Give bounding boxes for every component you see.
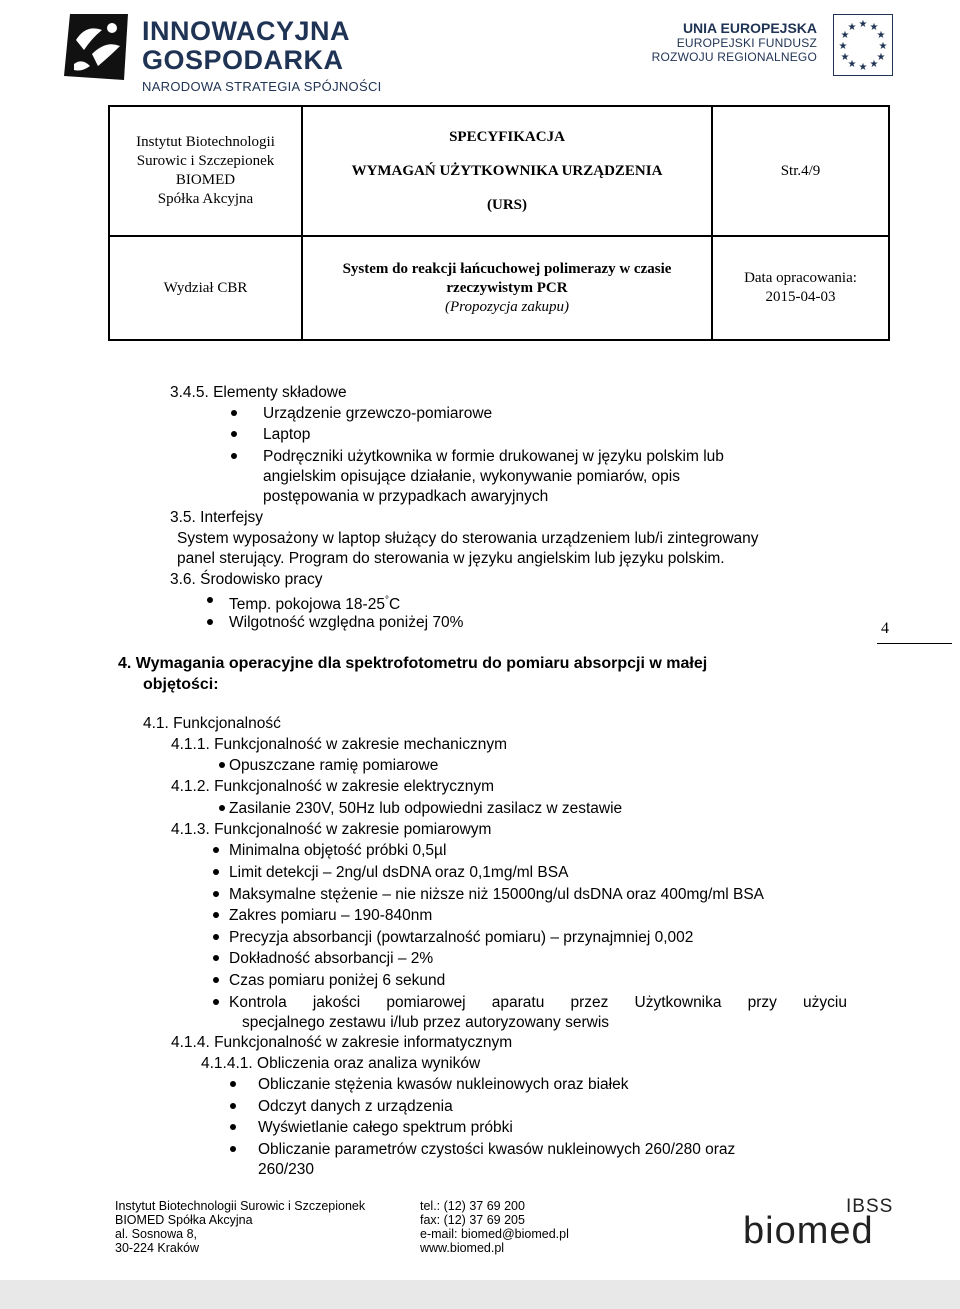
page-number-divider xyxy=(877,643,952,644)
word: Kontrola xyxy=(229,994,287,1011)
temp-text: Temp. pokojowa 18-25 xyxy=(229,596,385,614)
section-3-6-heading: 3.6. Środowisko pracy xyxy=(170,571,323,588)
header-date xyxy=(712,236,889,340)
svg-text:★: ★ xyxy=(847,59,857,70)
list-item: Podręczniki użytkownika w formie drukowanej w języku polskim lub xyxy=(263,448,724,465)
svg-text:★: ★ xyxy=(858,19,868,30)
paragraph-line: System wyposażony w laptop służący do sterowania urządzeniem lub/i zintegrowany xyxy=(177,530,759,547)
logo-right-line3: ROZWOJU REGIONALNEGO xyxy=(651,50,817,64)
list-item xyxy=(229,591,400,614)
contact-phone: tel.: (12) 37 69 200 xyxy=(420,1199,525,1213)
bullet-icon xyxy=(231,410,237,416)
org-line: Instytut Biotechnologii xyxy=(136,134,275,150)
logo-left-line3: NARODOWA STRATEGIA SPÓJNOŚCI xyxy=(142,79,382,94)
eu-logo-text xyxy=(652,20,817,64)
section-4-heading-cont: objętości: xyxy=(143,676,219,693)
bullet-icon xyxy=(213,869,219,875)
word: pomiarowej xyxy=(386,994,466,1011)
date-value: 2015-04-03 xyxy=(765,289,836,305)
svg-text:★: ★ xyxy=(876,30,886,41)
word: użyciu xyxy=(803,994,847,1011)
footer-contact xyxy=(420,1199,569,1255)
ibss-logo-text: IBSS xyxy=(846,1196,894,1217)
header-department: Wydział CBR xyxy=(109,236,302,340)
address-line: Instytut Biotechnologii Surowic i Szczepionek xyxy=(115,1199,366,1213)
svg-text:★: ★ xyxy=(869,22,879,33)
list-item-continued: specjalnego zestawu i/lub przez autoryzowany serwis xyxy=(242,1014,610,1031)
section-4-1-heading: 4.1. Funkcjonalność xyxy=(143,715,281,732)
list-item: Opuszczane ramię pomiarowe xyxy=(229,757,439,774)
bullet-icon xyxy=(213,977,219,983)
contact-fax: fax: (12) 37 69 205 xyxy=(420,1213,525,1227)
list-item: Obliczanie stężenia kwasów nukleinowych oraz białek xyxy=(258,1076,629,1093)
document-header-table xyxy=(108,105,890,341)
section-3-4-5-heading: 3.4.5. Elementy składowe xyxy=(170,384,347,401)
header-system xyxy=(302,236,712,340)
bullet-icon xyxy=(231,431,237,437)
address-line: 30-224 Kraków xyxy=(115,1241,200,1255)
list-item-continued: 260/230 xyxy=(258,1161,315,1178)
section-4-heading: 4. Wymagania operacyjne dla spektrofotometru do pomiaru absorpcji w małej xyxy=(118,655,708,672)
list-item: Precyzja absorbancji (powtarzalność pomiaru) – przynajmniej 0,002 xyxy=(229,929,694,946)
address-line: al. Sosnowa 8, xyxy=(115,1227,197,1241)
svg-text:★: ★ xyxy=(878,41,888,52)
page-number: 4 xyxy=(881,620,889,637)
temp-unit: C xyxy=(388,596,401,614)
bullet-icon xyxy=(207,597,213,603)
list-item-continued: postępowania w przypadkach awaryjnych xyxy=(263,488,549,505)
header-page: Str.4/9 xyxy=(712,106,889,236)
bullet-icon xyxy=(231,453,237,459)
svg-text:★: ★ xyxy=(858,62,868,73)
innowacyjna-gospodarka-emblem-icon xyxy=(62,10,134,82)
org-line: Spółka Akcyjna xyxy=(157,191,254,207)
contact-website[interactable]: www.biomed.pl xyxy=(420,1241,505,1255)
list-item: Obliczanie parametrów czystości kwasów nukleinowych 260/280 oraz xyxy=(258,1141,736,1158)
word: przez xyxy=(570,994,609,1011)
bullet-icon xyxy=(230,1146,236,1152)
bullet-icon xyxy=(213,891,219,897)
bullet-icon xyxy=(230,1081,236,1087)
list-item: Zakres pomiaru – 190-840nm xyxy=(229,907,433,924)
bullet-icon xyxy=(207,619,213,625)
contact-email[interactable]: e-mail: biomed@biomed.pl xyxy=(420,1227,569,1241)
address-line: BIOMED Spółka Akcyjna xyxy=(115,1213,253,1227)
bullet-icon xyxy=(230,1124,236,1130)
list-item: Maksymalne stężenie – nie niższe niż 15000ng/ul dsDNA oraz 400mg/ml BSA xyxy=(229,886,765,903)
logo-left-line2: GOSPODARKA xyxy=(142,45,344,75)
title-line: (URS) xyxy=(487,197,527,213)
list-item: Limit detekcji – 2ng/ul dsDNA oraz 0,1mg/ml BSA xyxy=(229,864,569,881)
page-bottom-edge xyxy=(0,1280,960,1309)
word: aparatu xyxy=(491,994,545,1011)
svg-text:★: ★ xyxy=(869,59,879,70)
word: jakości xyxy=(312,994,361,1011)
section-4-1-4-heading: 4.1.4. Funkcjonalność w zakresie informatycznym xyxy=(171,1034,513,1051)
date-label: Data opracowania: xyxy=(744,270,857,286)
section-4-1-4-1-heading: 4.1.4.1. Obliczenia oraz analiza wyników xyxy=(201,1055,481,1072)
list-item: Minimalna objętość próbki 0,5µl xyxy=(229,842,447,859)
svg-text:★: ★ xyxy=(840,30,850,41)
bullet-icon xyxy=(213,847,219,853)
section-4-1-2-heading: 4.1.2. Funkcjonalność w zakresie elektrycznym xyxy=(171,778,495,795)
degree-sign: ° xyxy=(384,595,389,606)
logo-right-line2: EUROPEJSKI FUNDUSZ xyxy=(676,36,817,50)
word: Użytkownika xyxy=(634,994,722,1011)
svg-text:★: ★ xyxy=(838,41,848,52)
section-3-5-heading: 3.5. Interfejsy xyxy=(170,509,264,526)
list-item: Zasilanie 230V, 50Hz lub odpowiedni zasilacz w zestawie xyxy=(229,800,623,817)
bullet-icon xyxy=(219,805,225,811)
title-line: WYMAGAŃ UŻYTKOWNIKA URZĄDZENIA xyxy=(351,163,663,179)
word: przy xyxy=(747,994,777,1011)
system-line: rzeczywistym PCR xyxy=(446,279,568,296)
list-item: Laptop xyxy=(263,426,311,443)
bullet-icon xyxy=(213,934,219,940)
section-4-1-1-heading: 4.1.1. Funkcjonalność w zakresie mechanicznym xyxy=(171,736,507,753)
list-item: Czas pomiaru poniżej 6 sekund xyxy=(229,972,446,989)
list-item: Urządzenie grzewczo-pomiarowe xyxy=(263,405,493,422)
org-line: BIOMED xyxy=(175,172,236,188)
eu-flag-icon xyxy=(833,14,893,76)
section-4-1-3-heading: 4.1.3. Funkcjonalność w zakresie pomiarowym xyxy=(171,821,492,838)
footer-address xyxy=(115,1199,365,1255)
bullet-icon xyxy=(213,955,219,961)
bullet-icon xyxy=(219,762,225,768)
system-note: (Propozycja zakupu) xyxy=(445,298,569,315)
header-organization xyxy=(109,106,302,236)
svg-text:★: ★ xyxy=(847,22,857,33)
header-title xyxy=(302,106,712,236)
bullet-icon xyxy=(230,1103,236,1109)
bullet-icon xyxy=(213,999,219,1005)
list-item: Wyświetlanie całego spektrum próbki xyxy=(258,1119,513,1136)
svg-text:★: ★ xyxy=(876,52,886,63)
paragraph-line: panel sterujący. Program do sterowania w języku angielskim lub języku polskim. xyxy=(177,550,725,567)
list-item: Dokładność absorbancji – 2% xyxy=(229,950,434,967)
svg-text:★: ★ xyxy=(840,52,850,63)
org-line: Surowic i Szczepionek xyxy=(136,153,275,169)
title-line: SPECYFIKACJA xyxy=(449,129,565,145)
logo-right-line1: UNIA EUROPEJSKA xyxy=(682,20,817,36)
list-item: Odczyt danych z urządzenia xyxy=(258,1098,453,1115)
logo-left-line1: INNOWACYJNA xyxy=(142,16,351,46)
list-item-continued: angielskim opisujące działanie, wykonywanie pomiarów, opis xyxy=(263,468,680,485)
biomed-logo-text: biomed xyxy=(743,1210,874,1252)
list-item-justified xyxy=(229,993,847,1012)
system-line: System do reakcji łańcuchowej polimerazy w czasie xyxy=(342,260,672,277)
list-item: Wilgotność względna poniżej 70% xyxy=(229,614,464,631)
bullet-icon xyxy=(213,912,219,918)
